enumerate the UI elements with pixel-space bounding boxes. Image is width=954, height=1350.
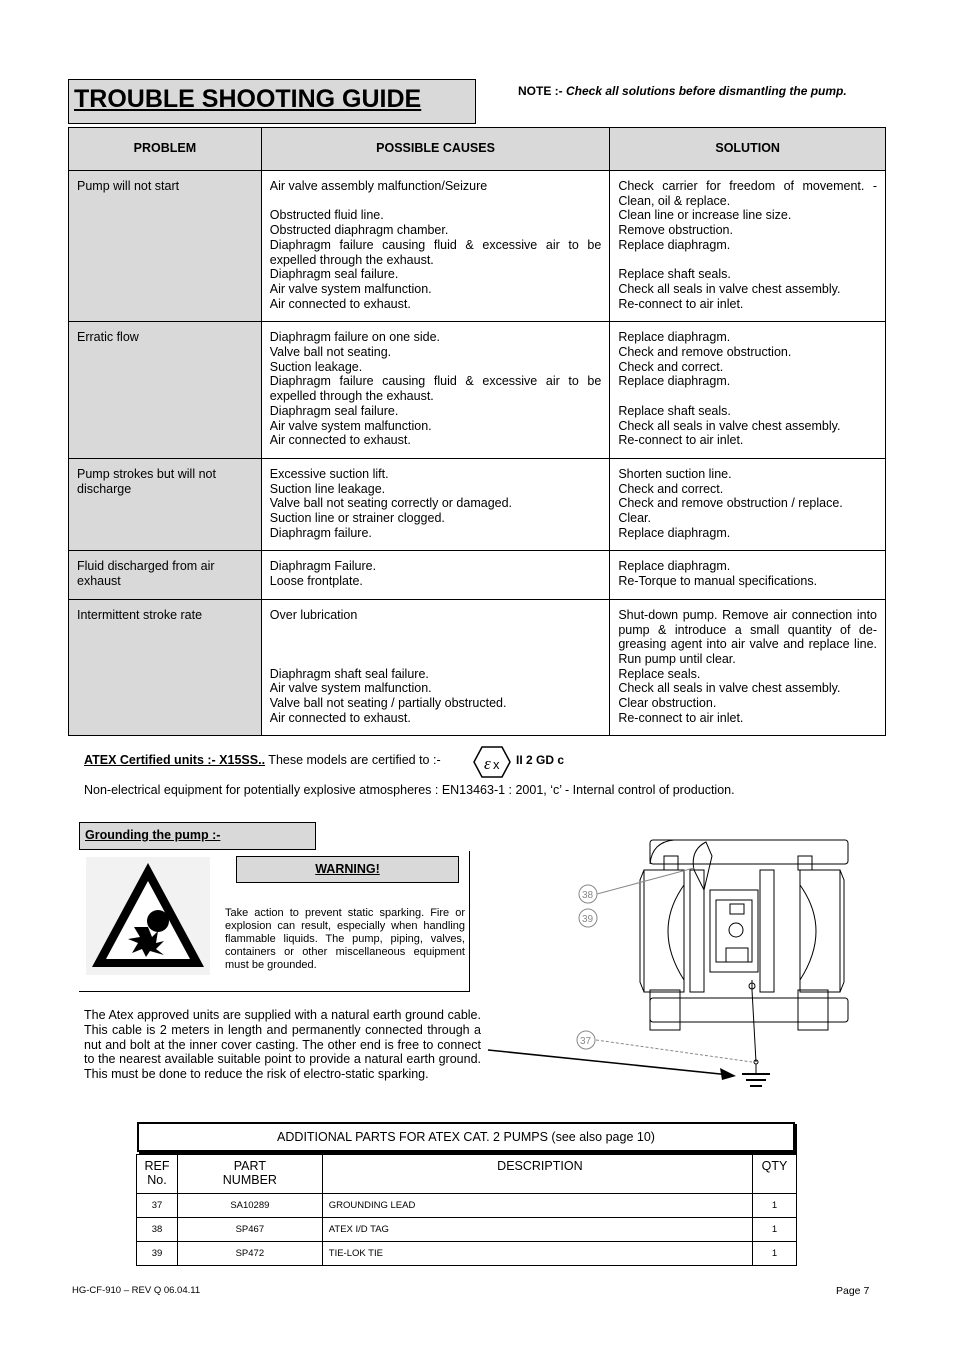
solution-cell xyxy=(610,322,886,459)
atex-line xyxy=(84,753,441,767)
solution-line xyxy=(618,253,877,268)
cause-line xyxy=(270,637,602,652)
parts-header-part-2: NUMBER xyxy=(222,1173,277,1187)
table-row xyxy=(69,551,886,599)
table-row xyxy=(69,458,886,551)
solution-line: Replace diaphragm. xyxy=(618,237,731,252)
header-causes: POSSIBLE CAUSES xyxy=(261,128,610,171)
part-ref: 38 xyxy=(137,1218,178,1242)
parts-header-qty: QTY xyxy=(753,1155,797,1194)
cause-line: Diaphragm shaft seal failure. xyxy=(269,666,429,681)
problem-cell: Pump will not start xyxy=(69,171,262,322)
cause-line: Air connected to exhaust. xyxy=(269,433,411,448)
cause-line: Suction line or strainer clogged. xyxy=(269,511,445,526)
parts-header-ref xyxy=(137,1155,178,1194)
grounding-heading xyxy=(79,822,316,850)
note-text: Check all solutions before dismantling the pump. xyxy=(566,84,847,98)
parts-title-text: ADDITIONAL PARTS FOR ATEX CAT. 2 PUMPS (see also page 10) xyxy=(277,1130,655,1144)
table-row xyxy=(137,1194,797,1218)
part-number: SP467 xyxy=(177,1218,322,1242)
header-solution: SOLUTION xyxy=(610,128,886,171)
solution-line: Replace diaphragm. xyxy=(618,374,731,389)
part-desc: TIE-LOK TIE xyxy=(322,1242,752,1266)
solution-line: Clean line or increase line size. xyxy=(618,208,792,223)
parts-table xyxy=(136,1154,797,1266)
part-ref: 39 xyxy=(137,1242,178,1266)
warning-title xyxy=(236,856,459,883)
problem-cell: Intermittent stroke rate xyxy=(69,599,262,736)
solution-cell xyxy=(610,171,886,322)
svg-text:ε: ε xyxy=(484,754,491,773)
part-number: SA10289 xyxy=(177,1194,322,1218)
part-qty: 1 xyxy=(753,1218,797,1242)
cause-line xyxy=(270,623,602,638)
parts-header-part xyxy=(177,1155,322,1194)
cause-line: Air valve assembly malfunction/Seizure xyxy=(269,179,488,193)
header-problem: PROBLEM xyxy=(69,128,262,171)
cause-line: Suction leakage. xyxy=(269,359,363,374)
table-row xyxy=(137,1242,797,1266)
atex-text: These models are certified to :- xyxy=(265,753,441,767)
note-label: NOTE :- xyxy=(518,84,563,98)
trouble-shooting-table xyxy=(68,127,886,736)
solution-line: Replace shaft seals. xyxy=(618,403,731,418)
solution-line: Re-connect to air inlet. xyxy=(618,710,744,725)
causes-cell xyxy=(261,322,610,459)
solution-cell xyxy=(610,551,886,599)
part-number: SP472 xyxy=(177,1242,322,1266)
parts-header-ref-2: No. xyxy=(147,1173,167,1187)
solution-line: Check all seals in valve chest assembly. xyxy=(618,681,841,696)
problem-cell: Erratic flow xyxy=(69,322,262,459)
solution-line: Replace diaphragm. xyxy=(618,559,731,574)
cause-line: Loose frontplate. xyxy=(269,574,363,589)
solution-line: Replace diaphragm. xyxy=(618,330,731,345)
solution-line: Replace seals. xyxy=(618,666,701,681)
cause-line: Air valve system malfunction. xyxy=(269,418,432,433)
causes-cell xyxy=(261,551,610,599)
part-qty: 1 xyxy=(753,1242,797,1266)
solution-line: Check and correct. xyxy=(618,359,724,374)
parts-header-desc: DESCRIPTION xyxy=(322,1155,752,1194)
grounding-body-text: The Atex approved units are supplied with a natural earth ground cable. This cable is 2 meters in length and permanently connected through a nut and bolt at the inner cover casting. The other end is free to connect to the nearest available suitable point to provide a natural earth ground. This must be done to reduce the risk of electro-static sparking. xyxy=(84,1008,481,1082)
cause-line: Diaphragm failure causing fluid & excessive air to be expelled through the exhaust. xyxy=(269,237,602,267)
part-ref: 37 xyxy=(137,1194,178,1218)
callout-37: 37 xyxy=(580,1036,592,1047)
atex-description: Non-electrical equipment for potentially explosive atmospheres : EN13463-1 : 2001, ‘c’ - Internal control of production. xyxy=(84,783,735,797)
pump-grounding-diagram xyxy=(480,830,860,1100)
solution-line: Replace shaft seals. xyxy=(618,267,731,282)
solution-line: Check and correct. xyxy=(618,481,724,496)
parts-header-ref-1: REF xyxy=(144,1159,170,1173)
solution-line: Re-Torque to manual specifications. xyxy=(618,574,818,589)
part-desc: ATEX I/D TAG xyxy=(322,1218,752,1242)
parts-table-title xyxy=(137,1122,795,1152)
cause-line: Valve ball not seating / partially obstructed. xyxy=(269,696,507,711)
part-qty: 1 xyxy=(753,1194,797,1218)
cause-line: Air valve system malfunction. xyxy=(269,681,432,696)
cause-line: Diaphragm failure on one side. xyxy=(269,330,441,345)
table-body xyxy=(69,171,886,736)
solution-line: Remove obstruction. xyxy=(618,223,733,238)
cause-line: Suction line leakage. xyxy=(269,481,386,496)
atex-code: II 2 GD c xyxy=(516,753,565,767)
callout-39: 39 xyxy=(582,914,594,925)
title-box xyxy=(68,79,476,124)
solution-line: Clear. xyxy=(618,511,651,526)
cause-line: Obstructed diaphragm chamber. xyxy=(269,223,449,238)
cause-line: Diaphragm failure causing fluid & excessive air to be expelled through the exhaust. xyxy=(269,374,602,404)
table-row xyxy=(69,322,886,459)
ex-hexagon-icon xyxy=(472,745,512,779)
page-title: TROUBLE SHOOTING GUIDE xyxy=(74,85,422,113)
solution-line: Check and remove obstruction. xyxy=(618,345,792,360)
cause-line: Obstructed fluid line. xyxy=(269,208,384,223)
cause-line: Over lubrication xyxy=(269,607,358,622)
solution-line: Check and remove obstruction / replace. xyxy=(618,496,843,511)
solution-line: Re-connect to air inlet. xyxy=(618,433,744,448)
note xyxy=(518,84,847,98)
cause-line: Diaphragm seal failure. xyxy=(269,267,399,282)
causes-cell xyxy=(261,599,610,736)
atex-label: ATEX Certified units :- X15SS.. xyxy=(84,753,266,767)
cause-line: Diaphragm failure. xyxy=(269,525,372,540)
problem-cell: Fluid discharged from air exhaust xyxy=(69,551,262,599)
footer-page-number: Page 7 xyxy=(836,1285,870,1297)
cause-line: Diaphragm Failure. xyxy=(269,559,377,574)
solution-line: Check all seals in valve chest assembly. xyxy=(618,418,841,433)
solution-line xyxy=(618,389,877,404)
cause-line: Excessive suction lift. xyxy=(269,466,389,481)
table-row xyxy=(69,599,886,736)
table-header-row xyxy=(69,128,886,171)
cause-line: Diaphragm seal failure. xyxy=(269,403,399,418)
solution-cell xyxy=(610,458,886,551)
cause-line xyxy=(270,652,602,667)
part-desc: GROUNDING LEAD xyxy=(322,1194,752,1218)
warning-text: Take action to prevent static sparking. Fire or explosion can result, especially when handling flammable liquids. The pump, piping, valves, containers or other miscellaneous equipment must be grounded. xyxy=(225,907,465,971)
causes-cell xyxy=(261,171,610,322)
solution-line: Check carrier for freedom of movement. - Clean, oil & replace. xyxy=(618,179,877,208)
table-row xyxy=(137,1218,797,1242)
cause-line: Air connected to exhaust. xyxy=(269,296,411,311)
callout-38: 38 xyxy=(582,890,594,901)
solution-line: Shut-down pump. Remove air connection into pump & introduce a small quantity of de-greasing agent into air valve and replace line. Run pump until clear. xyxy=(618,607,877,666)
cause-line: Valve ball not seating. xyxy=(269,345,392,360)
footer-revision: HG-CF-910 – REV Q 06.04.11 xyxy=(72,1285,201,1296)
problem-cell: Pump strokes but will not discharge xyxy=(69,458,262,551)
cause-line: Air valve system malfunction. xyxy=(269,281,432,296)
solution-cell xyxy=(610,599,886,736)
solution-line: Shorten suction line. xyxy=(618,466,732,481)
solution-line: Re-connect to air inlet. xyxy=(618,296,744,311)
solution-line: Replace diaphragm. xyxy=(618,525,731,540)
causes-cell xyxy=(261,458,610,551)
table-row xyxy=(69,171,886,322)
cause-line: Air connected to exhaust. xyxy=(269,710,411,725)
solution-line: Clear obstruction. xyxy=(618,696,717,711)
explosion-warning-icon xyxy=(86,857,210,975)
grounding-heading-text: Grounding the pump :- xyxy=(85,828,221,842)
parts-header-part-1: PART xyxy=(233,1159,266,1173)
parts-header-row xyxy=(137,1155,797,1194)
cause-line xyxy=(270,194,602,209)
svg-text:x: x xyxy=(493,757,500,772)
cause-line: Valve ball not seating correctly or damaged. xyxy=(269,496,513,511)
warning-title-text: WARNING! xyxy=(315,862,380,876)
solution-line: Check all seals in valve chest assembly. xyxy=(618,281,841,296)
